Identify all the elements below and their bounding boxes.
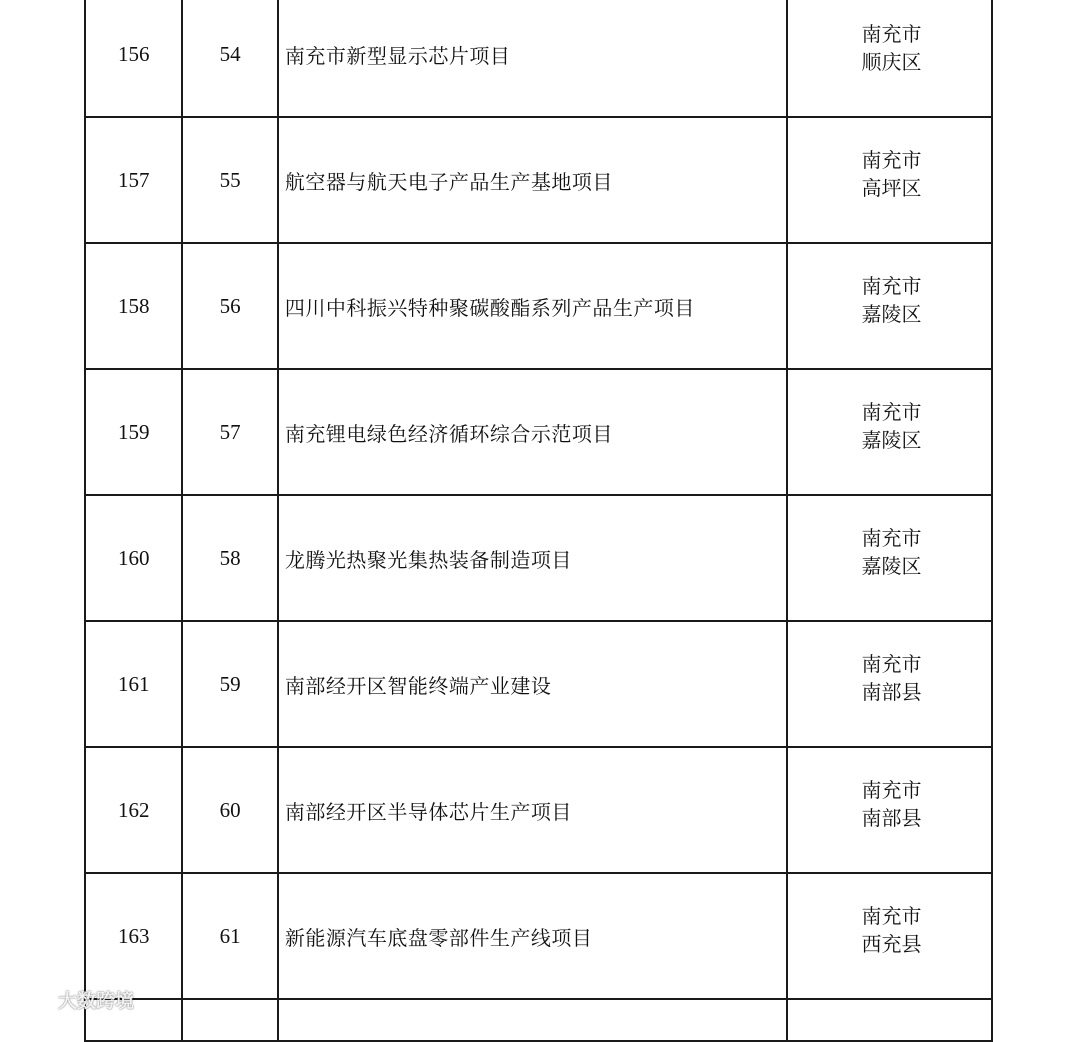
row-total-number: 161 bbox=[85, 621, 182, 747]
location-district: 嘉陵区 bbox=[861, 554, 922, 578]
row-total-number: 163 bbox=[85, 873, 182, 999]
location-city: 南充市 bbox=[861, 652, 922, 676]
project-name: 新能源汽车底盘零部件生产线项目 bbox=[278, 873, 787, 999]
project-location bbox=[787, 873, 992, 999]
table-row bbox=[85, 873, 992, 999]
row-sub-number: 55 bbox=[182, 117, 277, 243]
location-city: 南充市 bbox=[861, 904, 922, 928]
row-sub-number: 56 bbox=[182, 243, 277, 369]
table-row bbox=[85, 117, 992, 243]
row-sub-number: 54 bbox=[182, 0, 277, 117]
empty-cell bbox=[278, 999, 787, 1041]
project-name: 龙腾光热聚光集热装备制造项目 bbox=[278, 495, 787, 621]
empty-cell bbox=[182, 999, 277, 1041]
location-district: 嘉陵区 bbox=[861, 428, 922, 452]
row-total-number: 158 bbox=[85, 243, 182, 369]
project-name: 南部经开区半导体芯片生产项目 bbox=[278, 747, 787, 873]
row-sub-number: 59 bbox=[182, 621, 277, 747]
row-total-number: 162 bbox=[85, 747, 182, 873]
location-district: 南部县 bbox=[861, 680, 922, 704]
location-city: 南充市 bbox=[861, 148, 922, 172]
table-row bbox=[85, 243, 992, 369]
table-row bbox=[85, 495, 992, 621]
project-name: 四川中科振兴特种聚碳酸酯系列产品生产项目 bbox=[278, 243, 787, 369]
row-sub-number: 57 bbox=[182, 369, 277, 495]
project-name: 航空器与航天电子产品生产基地项目 bbox=[278, 117, 787, 243]
row-total-number: 159 bbox=[85, 369, 182, 495]
location-district: 高坪区 bbox=[861, 176, 922, 200]
project-location bbox=[787, 369, 992, 495]
location-district: 嘉陵区 bbox=[861, 302, 922, 326]
location-district: 南部县 bbox=[861, 806, 922, 830]
location-district: 顺庆区 bbox=[861, 50, 922, 74]
project-name: 南部经开区智能终端产业建设 bbox=[278, 621, 787, 747]
row-sub-number: 61 bbox=[182, 873, 277, 999]
table-row bbox=[85, 747, 992, 873]
location-city: 南充市 bbox=[861, 526, 922, 550]
project-location bbox=[787, 0, 992, 117]
project-table bbox=[84, 0, 993, 1042]
location-district: 西充县 bbox=[861, 932, 922, 956]
row-total-number: 157 bbox=[85, 117, 182, 243]
project-name: 南充市新型显示芯片项目 bbox=[278, 0, 787, 117]
weibo-logo-icon bbox=[8, 987, 54, 1011]
watermark-text: 大数跨境 bbox=[58, 989, 135, 1012]
project-location bbox=[787, 495, 992, 621]
location-city: 南充市 bbox=[861, 778, 922, 802]
row-sub-number: 60 bbox=[182, 747, 277, 873]
table-row bbox=[85, 0, 992, 117]
row-total-number: 156 bbox=[85, 0, 182, 117]
location-city: 南充市 bbox=[861, 22, 922, 46]
table-row bbox=[85, 621, 992, 747]
location-city: 南充市 bbox=[861, 400, 922, 424]
project-location bbox=[787, 621, 992, 747]
table-row-partial bbox=[85, 999, 992, 1041]
project-location bbox=[787, 747, 992, 873]
location-city: 南充市 bbox=[861, 274, 922, 298]
project-location bbox=[787, 243, 992, 369]
watermark bbox=[8, 986, 134, 1012]
project-name: 南充锂电绿色经济循环综合示范项目 bbox=[278, 369, 787, 495]
project-location bbox=[787, 117, 992, 243]
row-total-number: 160 bbox=[85, 495, 182, 621]
row-sub-number: 58 bbox=[182, 495, 277, 621]
empty-cell bbox=[787, 999, 992, 1041]
table-row bbox=[85, 369, 992, 495]
